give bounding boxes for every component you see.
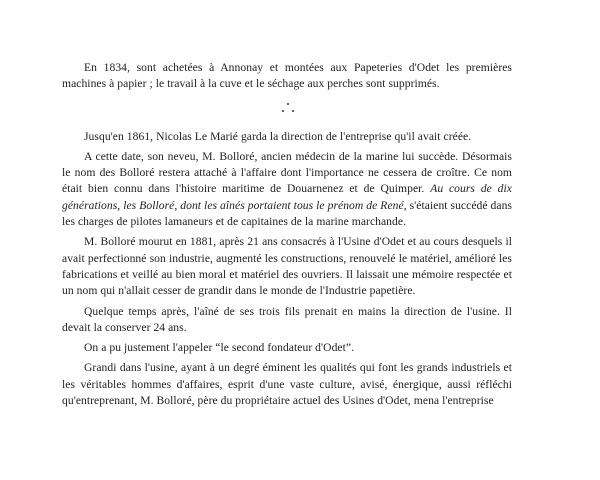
- asterism-dot-right: [292, 110, 294, 112]
- paragraph-grandi-usine: Grandi dans l'usine, ayant à un degré éminent les qualités qui font les grands industriels et les véritables hommes d'affaires, esprit d'une vaste culture, avisé, énergique, aussi réfléchi qu'entreprenant, M. Bolloré, père du propriétaire actuel des Usines d'Odet, mena l'entreprise: [62, 361, 512, 408]
- asterism-dot-top: [287, 103, 289, 105]
- document-page: [62, 60, 512, 409]
- paragraph-text: A cette date, son neveu, M. Bolloré, ancien médecin de la marine lui succède. Désormais le nom des Bolloré restera attaché à l'affaire dont l'importance ne cessera de croître. Ce nom était bien connu dans l'histoire maritime de Douarnenez et de Quimper.: [62, 149, 512, 196]
- paragraph-1834-machines: En 1834, sont achetées à Annonay et montées aux Papeteries d'Odet les premières machines à papier ; le travail à la cuve et le séchage aux perches sont supprimés.: [62, 61, 512, 91]
- paragraph-second-founder: On a pu justement l'appeler “le second fondateur d'Odet”.: [84, 341, 355, 355]
- paragraph-1861-le-marie: Jusqu'en 1861, Nicolas Le Marié garda la direction de l'entreprise qu'il avait créée.: [84, 129, 472, 143]
- italic-emphasis: Au cours de dix générations, les Bolloré, dont les aînés portaient tous le prénom de René: [62, 182, 512, 212]
- paragraph-eldest-son: Quelque temps après, l'aîné de ses trois fils prenait en mains la direction de l'usine. Il devait la conserver 24 ans.: [62, 304, 512, 334]
- paragraph-bollore-succession: [62, 149, 512, 230]
- asterism-dot-left: [282, 110, 284, 112]
- paragraph-1881-death: M. Bolloré mourut en 1881, après 21 ans consacrés à l'Usine d'Odet et au cours desquels il avait perfectionné son industrie, augmenté les constructions, renouvelé le matériel, amélioré les fabrications et veillé au bien moral et matériel des ouvriers. Il laissait une mémoire respectée et un nom qui n'allait cesser de grandir dans le monde de l'Industrie papetière.: [62, 235, 512, 298]
- asterism-icon: [62, 97, 512, 127]
- paragraph-text: , s'étaient succédé dans les charges de pilotes lamaneurs et de capitaines de la marine marchande.: [62, 198, 512, 229]
